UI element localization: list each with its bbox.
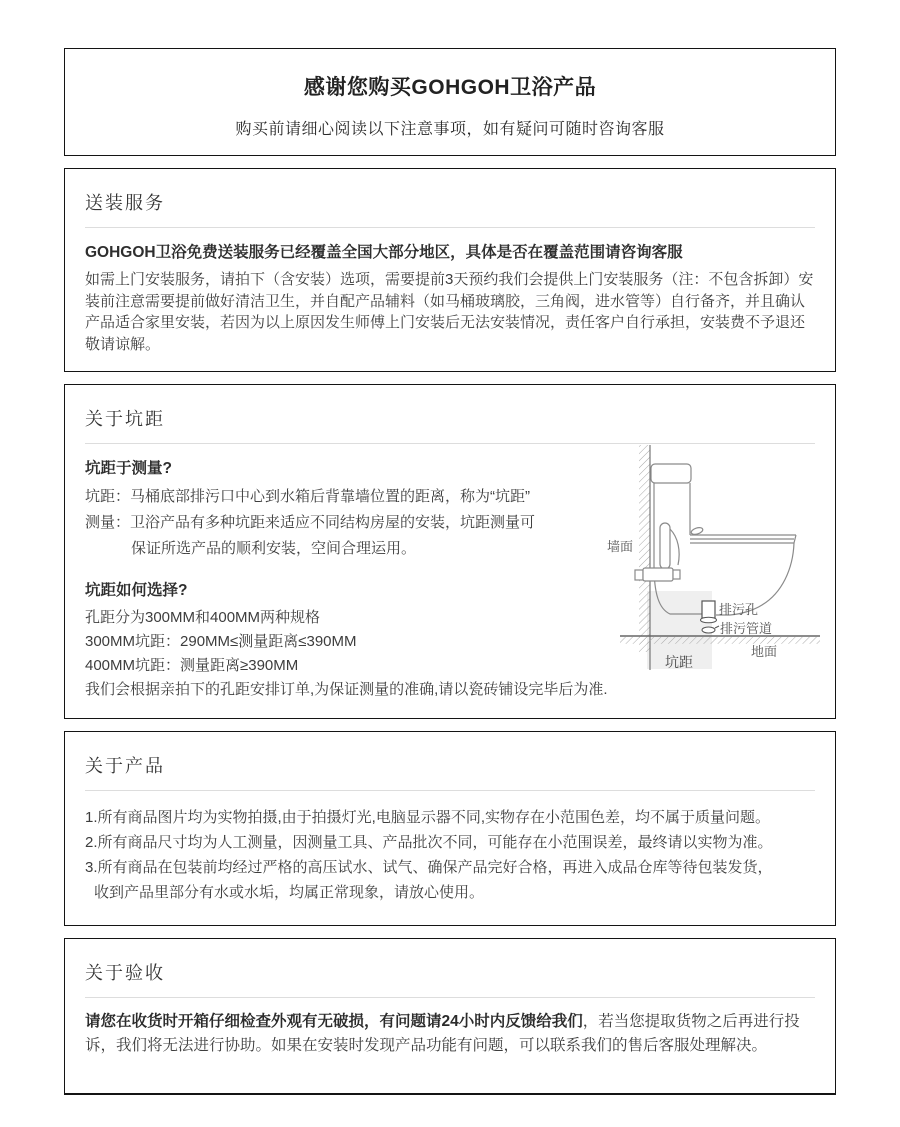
- product-section-title: 关于产品: [85, 756, 165, 776]
- header-section: [64, 48, 836, 156]
- drain-pipe-shape: [702, 627, 715, 633]
- acceptance-section: [64, 938, 836, 1095]
- acceptance-text-bold: 请您在收货时开箱仔细检查外观有无破损，有问题请24小时内反馈给我们: [85, 1013, 583, 1030]
- pit-choose-heading: 坑距如何选择?: [85, 582, 188, 599]
- pit-measure-line: 保证所选产品的顺利安装，空间合理运用。: [131, 540, 417, 557]
- product-note: 2.所有商品尺寸均为人工测量，因测量工具、产品批次不同，可能存在小范围误差，最终请以实物为准。: [85, 834, 773, 851]
- acceptance-text: [85, 1010, 815, 1058]
- wall-label: 墙面: [607, 539, 634, 554]
- pit-section-title: 关于坑距: [85, 409, 165, 429]
- pit-choose-line: 孔距分为300MM和400MM两种规格: [85, 609, 321, 626]
- pit-distance-section: [64, 384, 836, 719]
- divider: [85, 790, 815, 791]
- drain-hole-label: 排污孔: [719, 602, 759, 617]
- pit-measure-heading: 坑距于测量?: [85, 460, 172, 477]
- acceptance-section-title: 关于验收: [85, 963, 165, 983]
- product-note: 1.所有商品图片均为实物拍摄,由于拍摄灯光,电脑显示器不同,实物存在小范围色差，均不属于质量问题。: [85, 809, 771, 826]
- delivery-section: [64, 168, 836, 372]
- pit-measure-line: 坑距：马桶底部排污口中心到水箱后背靠墙位置的距离，称为“坑距”: [85, 488, 530, 505]
- divider: [85, 227, 815, 228]
- delivery-section-title: 送装服务: [85, 193, 165, 213]
- wall-hatch: [639, 445, 650, 652]
- pit-choose-line: 400MM坑距：测量距离≥390MM: [85, 657, 299, 674]
- ground-hatch: [620, 637, 820, 644]
- drain-pipe-leader: [715, 626, 719, 628]
- pit-label: 坑距: [665, 654, 693, 670]
- drain-hole-rect: [702, 601, 715, 618]
- drain-hole-flange: [701, 617, 717, 623]
- product-section: [64, 731, 836, 926]
- ground-label: 地面: [751, 644, 778, 659]
- divider: [85, 997, 815, 998]
- pit-choose-line: 300MM坑距：290MM≤测量距离≤390MM: [85, 633, 357, 650]
- pit-choose-line: 我们会根据亲拍下的孔距安排订单,为保证测量的准确,请以瓷砖铺设完毕后为准.: [85, 681, 608, 698]
- acceptance-text-rest: ，若当您提取货物之后再进行投诉，我们将无法进行协助。如果在安装时发现产品功能有问题，可以联系我们的售后客服处理解决。: [85, 1013, 800, 1054]
- page-title: 感谢您购买GOHGOH卫浴产品: [303, 76, 597, 99]
- product-note: 收到产品里部分有水或水垢，均属正常现象，请放心使用。: [94, 884, 485, 901]
- delivery-lead: GOHGOH卫浴免费送装服务已经覆盖全国大部分地区，具体是否在覆盖范围请咨询客服: [85, 244, 683, 261]
- pit-measure-line: 测量：卫浴产品有多种坑距来适应不同结构房屋的安装，坑距测量可: [85, 514, 536, 531]
- drain-pipe-label: 排污管道: [720, 621, 773, 636]
- pit-text-column: [85, 456, 650, 702]
- page-subtitle: 购买前请细心阅读以下注意事项，如有疑问可随时咨询客服: [235, 121, 665, 138]
- delivery-body: 如需上门安装服务，请拍下（含安装）选项，需要提前3天预约我们会提供上门安装服务（注：不包含拆卸）安装前注意需要提前做好清洁卫生，并自配产品辅料（如马桶玻璃胶，三角阀，进水管等）自行备齐，并且确认产品适合家里安装，若因为以上原因发生师傅上门安装后无法安装情况，责任客户自行承担，安装费不予退还敬请谅解。: [85, 271, 814, 353]
- toilet-diagram: [604, 439, 829, 681]
- product-note: 3.所有商品在包装前均经过严格的高压试水、试气、确保产品完好合格，再进入成品仓库等待包装发货，: [85, 859, 773, 876]
